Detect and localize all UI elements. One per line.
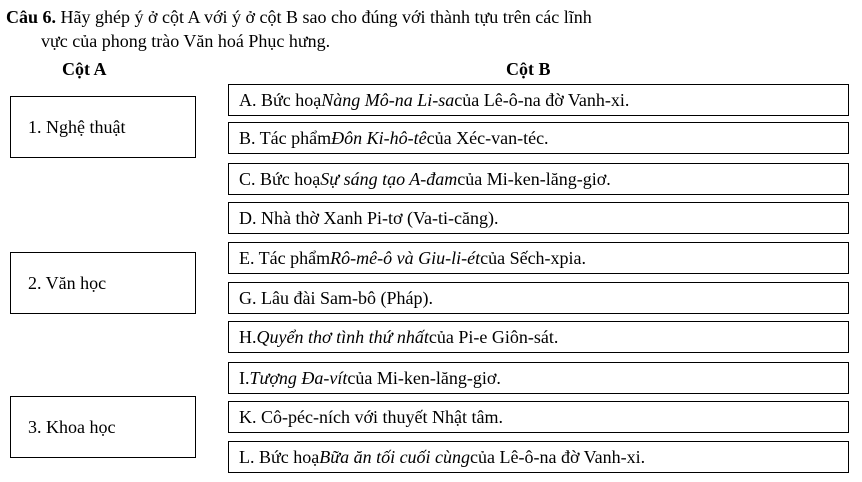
column-a-item-label: 1. Nghệ thuật [28,116,126,137]
question-prompt-line2: vực của phong trào Văn hoá Phục hưng. [41,31,331,51]
column-b-item-i: I. Tượng Đa-vít của Mi-ken-lăng-giơ. [228,362,849,394]
column-b-item-k: K. Cô-péc-ních với thuyết Nhật tâm. [228,401,849,433]
column-a-item-label: 3. Khoa học [28,416,116,437]
column-b-item-e: E. Tác phẩm Rô-mê-ô và Giu-li-ét của Sếch-xpia. [228,242,849,274]
column-b-item-a: A. Bức hoạ Nàng Mô-na Li-sa của Lê-ô-na đờ Vanh-xi. [228,84,849,116]
question-number: Câu 6. [6,7,57,27]
column-a-item-science [10,396,196,458]
column-a-header: Cột A [62,59,107,79]
question-text [6,5,858,53]
column-b-header: Cột B [506,59,551,79]
column-b-item-l: L. Bức hoạ Bữa ăn tối cuối cùng của Lê-ô-na đờ Vanh-xi. [228,441,849,473]
question-prompt-line1: Hãy ghép ý ở cột A với ý ở cột B sao cho đúng với thành tựu trên các lĩnh [56,7,592,27]
column-b-item-g: G. Lâu đài Sam-bô (Pháp). [228,282,849,314]
column-b-item-d: D. Nhà thờ Xanh Pi-tơ (Va-ti-căng). [228,202,849,234]
column-a-item-literature [10,252,196,314]
column-a-item-label: 2. Văn học [28,272,107,293]
column-b-item-c: C. Bức hoạ Sự sáng tạo A-đam của Mi-ken-lăng-giơ. [228,163,849,195]
column-b-item-h: H. Quyển thơ tình thứ nhất của Pi-e Giôn-sát. [228,321,849,353]
column-b-item-b: B. Tác phẩm Đôn Ki-hô-tê của Xéc-van-téc. [228,122,849,154]
column-a-item-art [10,96,196,158]
